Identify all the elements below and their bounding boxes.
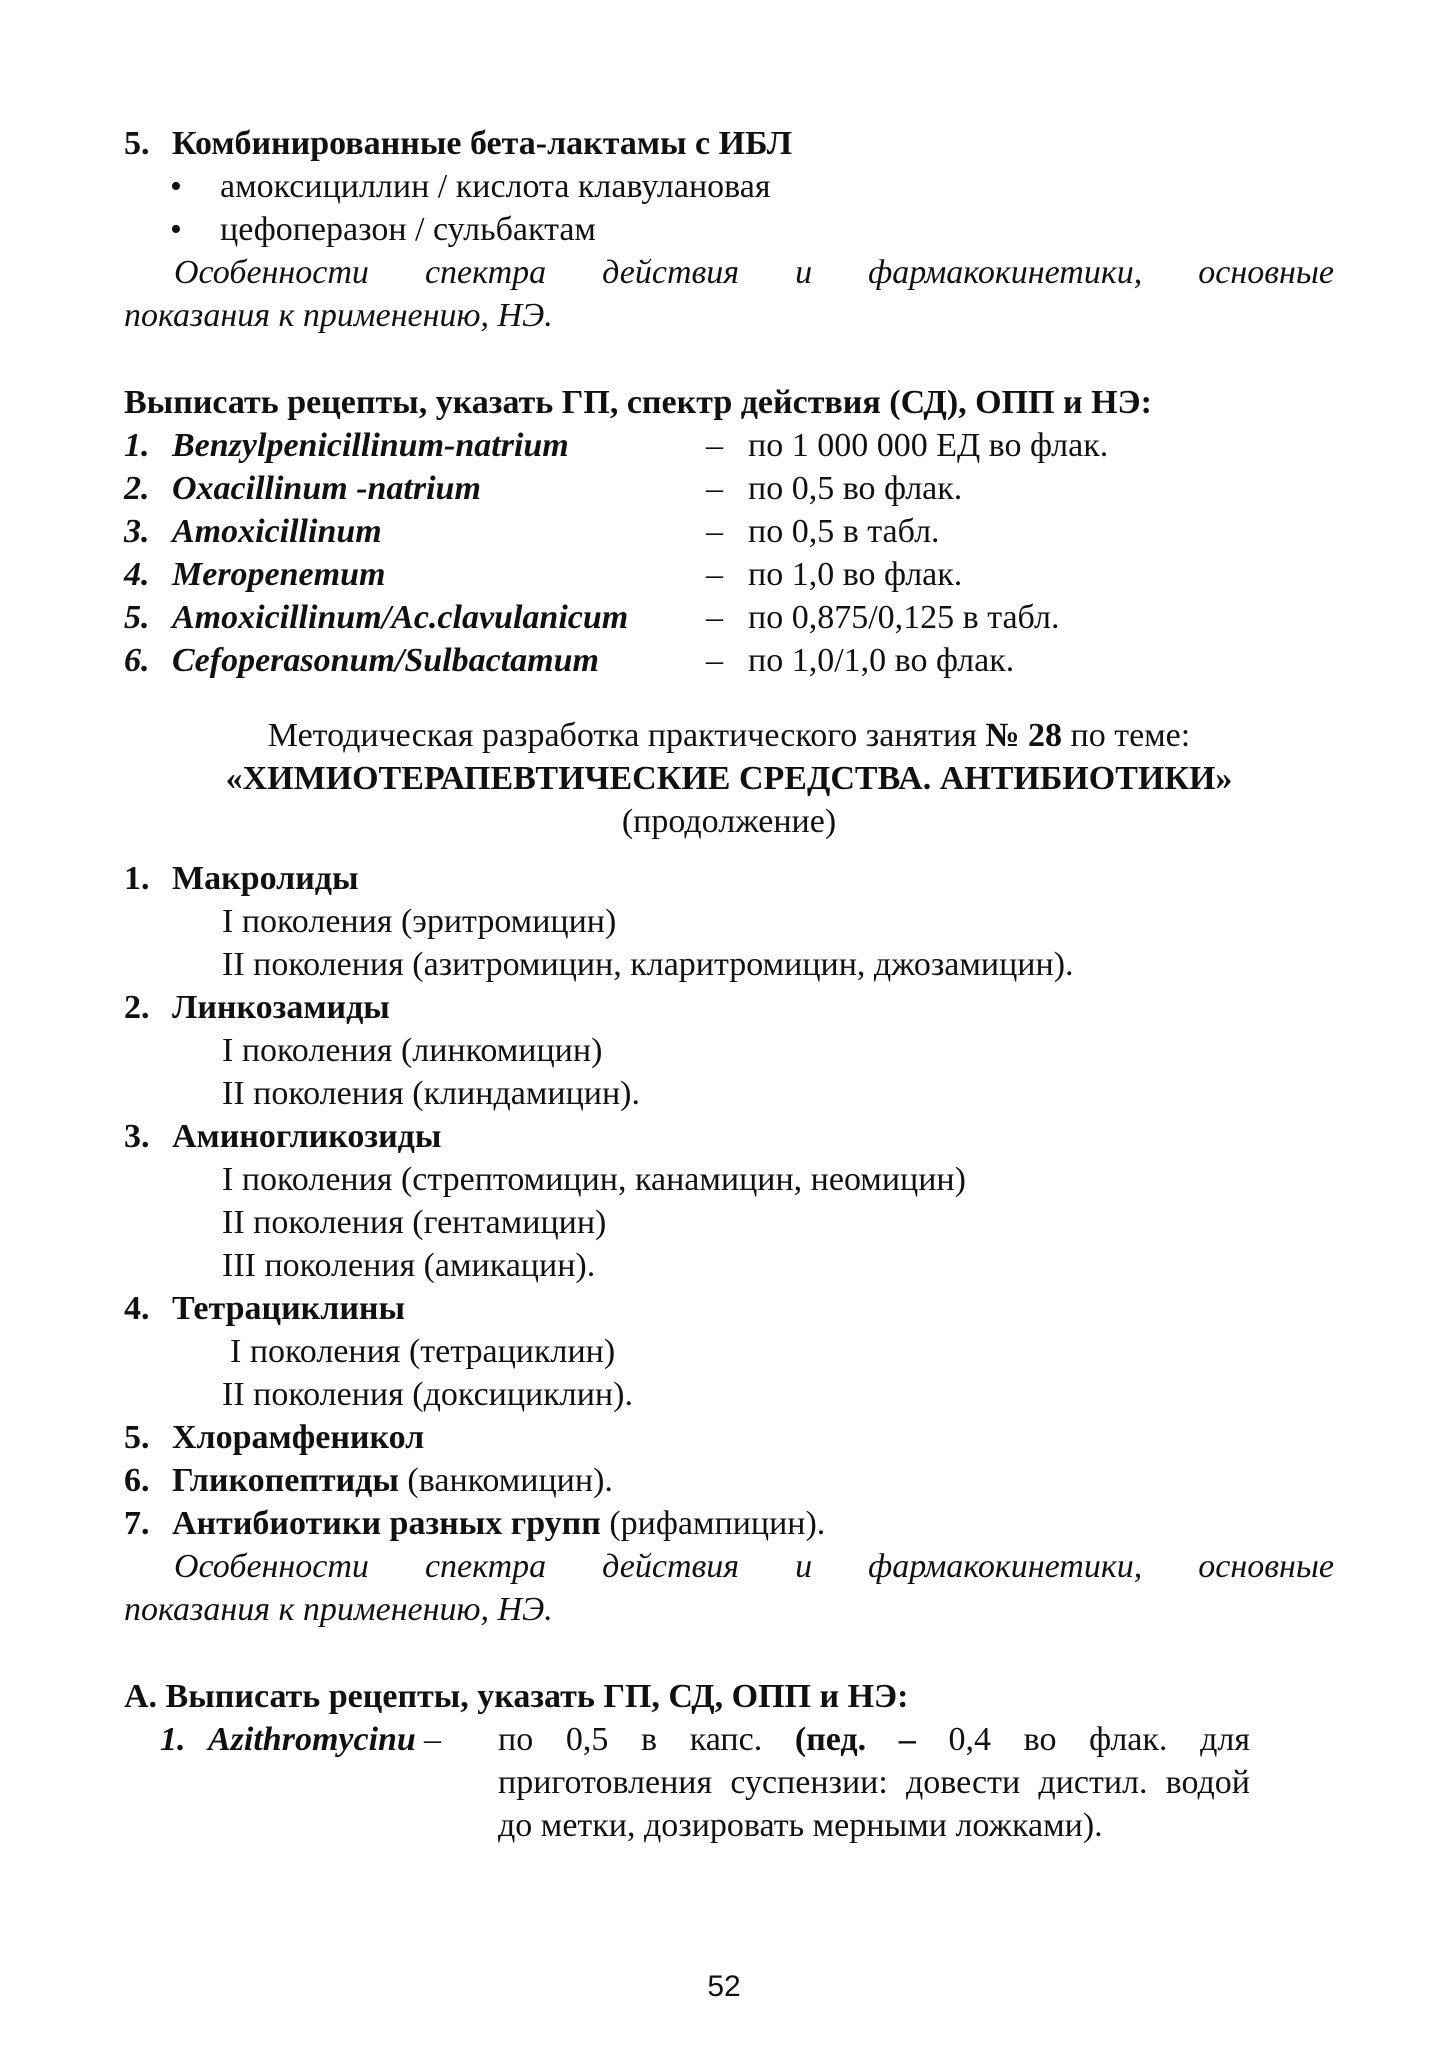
dose-text: по 0,5 в капс. (498, 1721, 795, 1758)
antibiotic-groups (124, 857, 1334, 1545)
dose-text-rest: 0,4 во флак. для приготовления суспензии: довести дистил. водой до метки, дозировать мерными ложками). (498, 1721, 1250, 1844)
drug-dose: по 0,5 в табл. (748, 513, 940, 550)
lesson-intro (124, 714, 1334, 757)
dash: – (424, 1721, 441, 1758)
prescriptions-heading: А. Выписать рецепты, указать ГП, СД, ОПП и НЭ: (124, 1678, 909, 1715)
note-paragraph-end: показания к применению, НЭ. (124, 1591, 553, 1628)
document-page (124, 122, 1334, 1847)
group-heading (124, 857, 1334, 900)
group-title: Гликопептиды (172, 1462, 399, 1499)
generation-line: II поколения (азитромицин, кларитромицин, джозамицин). (222, 946, 1074, 983)
group-title: Антибиотики разных групп (172, 1505, 601, 1542)
dash: – (706, 470, 723, 507)
note-paragraph: Особенности спектра действия и фармакокинетики, основные (174, 1548, 1334, 1585)
prescription-item (124, 596, 1334, 639)
bullet-text: цефоперазон / сульбактам (220, 211, 596, 248)
group-heading (124, 1416, 1334, 1459)
note-paragraph-end: показания к применению, НЭ. (124, 297, 553, 334)
generation-line: I поколения (эритромицин) (222, 903, 617, 940)
dash: – (706, 513, 723, 550)
drug-dose (498, 1718, 1250, 1847)
bullet-list (170, 165, 1334, 251)
group-title: Тетрациклины (172, 1290, 406, 1327)
drug-dose: по 1,0/1,0 во флак. (748, 642, 1015, 679)
group-number: 7. (124, 1505, 150, 1542)
group-suffix: (ванкомицин). (398, 1462, 613, 1499)
lesson-subtitle: (продолжение) (621, 803, 837, 840)
lesson-intro-tail: по теме: (1062, 717, 1191, 754)
group-heading (124, 1459, 1334, 1502)
group-number: 4. (124, 1290, 150, 1327)
generation-line: II поколения (клиндамицин). (222, 1075, 640, 1112)
group-title: Макролиды (172, 860, 359, 897)
drug-dose: по 1 000 000 ЕД во флак. (748, 427, 1109, 464)
prescription-item (124, 510, 1334, 553)
lesson-number: № 28 (985, 717, 1063, 754)
group-number: 2. (124, 989, 150, 1026)
bullet-item (170, 208, 1334, 251)
drug-name: Meropenemum (172, 556, 386, 593)
drug-name: Azithromycinu (208, 1721, 416, 1758)
drug-name: Amoxicillinum (172, 513, 382, 550)
group-heading (124, 1115, 1334, 1158)
generation-line: I поколения (тетрациклин) (230, 1333, 616, 1370)
generation-line: II поколения (доксициклин). (222, 1376, 633, 1413)
section-number: 5. (124, 125, 150, 162)
prescription-item (124, 467, 1334, 510)
generation-line: III поколения (амикацин). (222, 1247, 596, 1284)
group-suffix: (рифампицин). (600, 1505, 826, 1542)
page-number: 52 (707, 1970, 741, 2003)
group-number: 5. (124, 1419, 150, 1456)
group-heading (124, 986, 1334, 1029)
section-5-heading (124, 122, 1334, 165)
bullet-icon: • (170, 211, 182, 248)
drug-dose: по 0,875/0,125 в табл. (748, 599, 1060, 636)
drug-name: Amoxicillinum/Ac.clavulanicum (172, 599, 629, 636)
drug-name: Cefoperasonum/Sulbactamum (172, 642, 599, 679)
bullet-item (170, 165, 1334, 208)
group-title: Аминогликозиды (172, 1118, 442, 1155)
note-paragraph: Особенности спектра действия и фармакокинетики, основные (174, 254, 1334, 291)
group-title: Хлорамфеникол (172, 1419, 425, 1456)
bullet-icon: • (170, 168, 182, 205)
prescription-item (124, 639, 1334, 682)
generation-line: II поколения (гентамицин) (222, 1204, 607, 1241)
group-number: 1. (124, 860, 150, 897)
prescription-item (124, 424, 1334, 467)
bullet-text: амоксициллин / кислота клавулановая (220, 168, 771, 205)
prescription-item (160, 1718, 1334, 1847)
group-heading (124, 1287, 1334, 1330)
prescription-number: 4. (124, 556, 150, 593)
prescriptions-heading: Выписать рецепты, указать ГП, спектр действия (СД), ОПП и НЭ: (124, 384, 1152, 421)
pediatric-label: (пед. – (794, 1721, 916, 1758)
prescription-number: 1. (160, 1721, 186, 1758)
generation-line: I поколения (линкомицин) (222, 1032, 603, 1069)
prescription-number: 2. (124, 470, 150, 507)
drug-name: Oxacillinum -natrium (172, 470, 481, 507)
lesson-title: «ХИМИОТЕРАПЕВТИЧЕСКИЕ СРЕДСТВА. АНТИБИОТИКИ» (225, 760, 1233, 797)
dash: – (706, 556, 723, 593)
section-title: Комбинированные бета-лактамы с ИБЛ (172, 125, 793, 162)
prescription-list (124, 424, 1334, 682)
generation-line: I поколения (стрептомицин, канамицин, неомицин) (222, 1161, 966, 1198)
lesson-intro-text: Методическая разработка практического занятия (267, 717, 986, 754)
prescription-number: 3. (124, 513, 150, 550)
drug-dose: по 0,5 во флак. (748, 470, 963, 507)
group-number: 6. (124, 1462, 150, 1499)
group-title: Линкозамиды (172, 989, 390, 1026)
group-number: 3. (124, 1118, 150, 1155)
dash: – (706, 642, 723, 679)
prescription-number: 5. (124, 599, 150, 636)
prescription-number: 6. (124, 642, 150, 679)
prescription-item (124, 553, 1334, 596)
drug-name: Benzylpenicillinum-natrium (172, 427, 569, 464)
drug-dose: по 1,0 во флак. (748, 556, 963, 593)
dash: – (706, 427, 723, 464)
prescription-number: 1. (124, 427, 150, 464)
dash: – (706, 599, 723, 636)
group-heading (124, 1502, 1334, 1545)
